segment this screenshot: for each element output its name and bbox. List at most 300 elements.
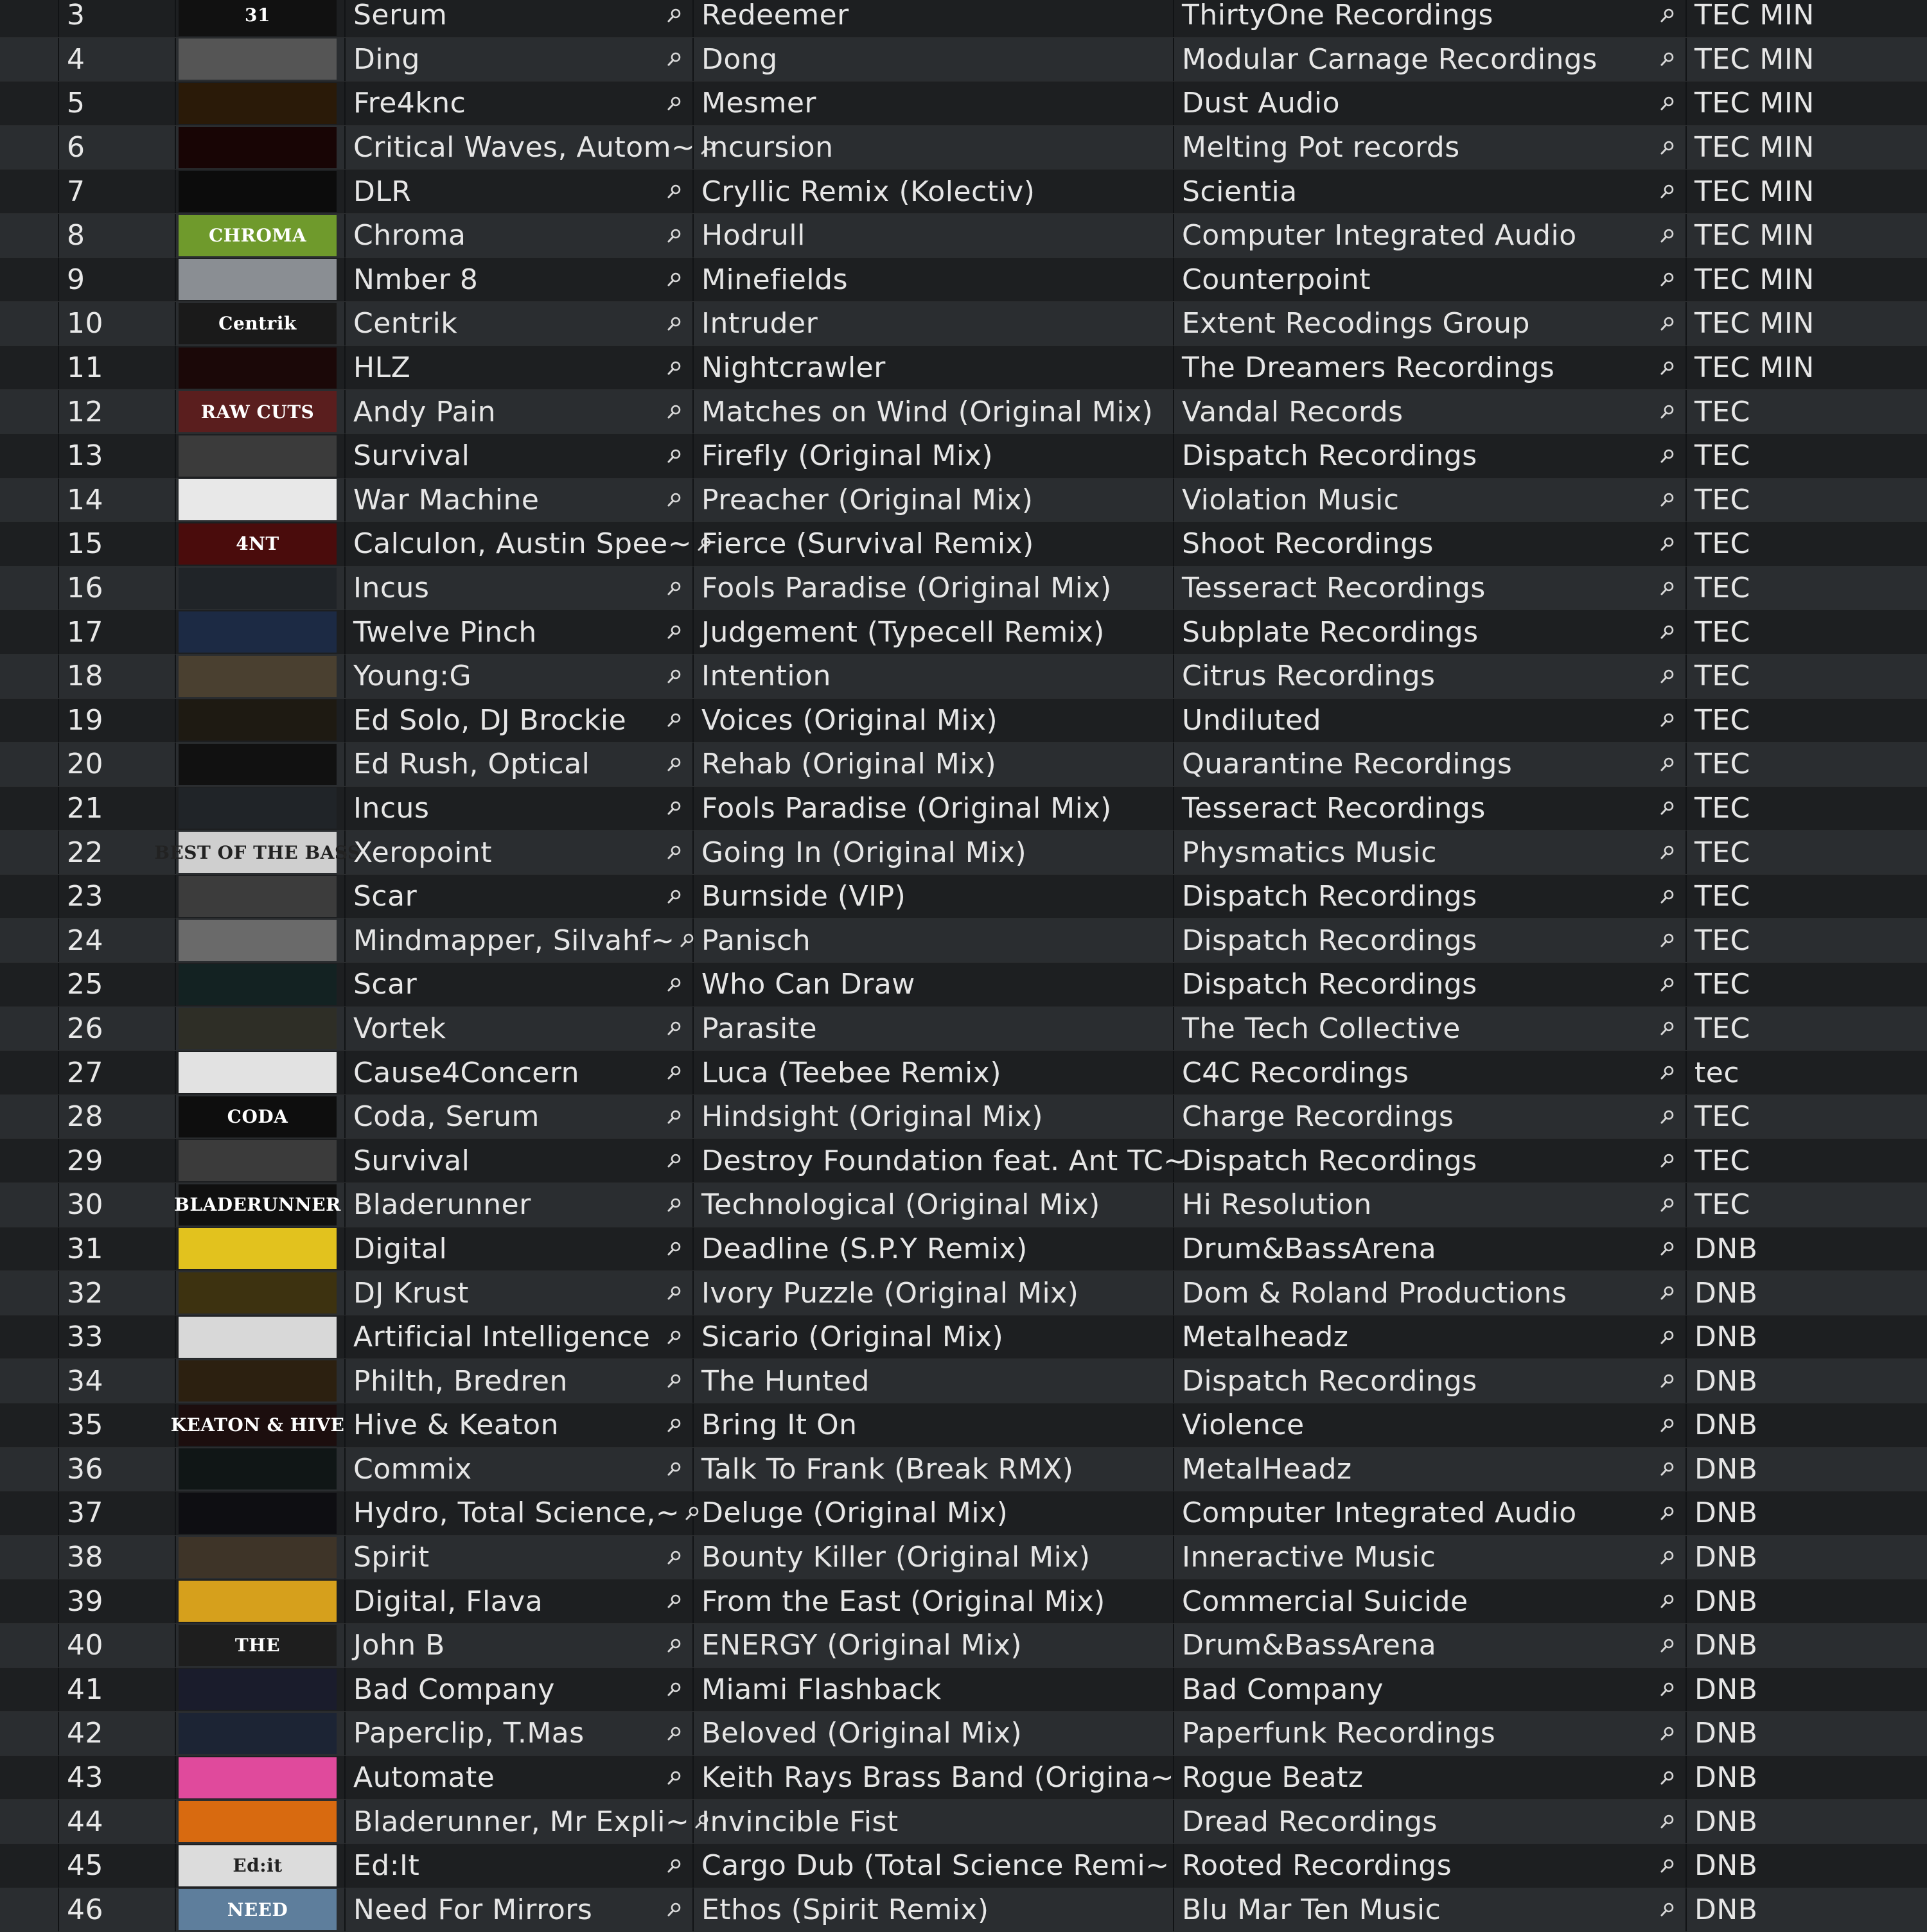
title-cell[interactable] [694, 126, 1174, 170]
track-row[interactable] [0, 38, 1927, 82]
title-cell[interactable] [694, 918, 1174, 962]
label-cell[interactable] [1174, 1359, 1687, 1403]
genre-cell[interactable] [1687, 1579, 1927, 1623]
genre-cell[interactable] [1687, 1007, 1927, 1051]
track-row[interactable] [0, 1756, 1927, 1800]
track-row[interactable] [0, 390, 1927, 434]
genre-cell[interactable] [1687, 1491, 1927, 1535]
artist-cell[interactable] [346, 1712, 694, 1755]
search-icon[interactable] [662, 310, 687, 338]
title-cell[interactable] [694, 434, 1174, 478]
label-cell[interactable] [1174, 522, 1687, 566]
artist-cell[interactable] [346, 0, 694, 37]
title-cell[interactable] [694, 1844, 1174, 1888]
genre-cell[interactable] [1687, 479, 1927, 522]
label-cell[interactable] [1174, 1800, 1687, 1843]
label-cell[interactable] [1174, 302, 1687, 346]
search-icon[interactable] [1655, 398, 1680, 426]
track-row[interactable] [0, 1095, 1927, 1139]
search-icon[interactable] [1655, 222, 1680, 250]
genre-cell[interactable] [1687, 1448, 1927, 1491]
label-cell[interactable] [1174, 1051, 1687, 1094]
artist-cell[interactable] [346, 742, 694, 786]
genre-cell[interactable] [1687, 1095, 1927, 1139]
label-cell[interactable] [1174, 0, 1687, 37]
genre-cell[interactable] [1687, 1536, 1927, 1579]
title-cell[interactable] [694, 1491, 1174, 1535]
artist-cell[interactable] [346, 214, 694, 258]
artist-cell[interactable] [346, 1095, 694, 1139]
search-icon[interactable] [1655, 442, 1680, 470]
label-cell[interactable] [1174, 1403, 1687, 1447]
genre-cell[interactable] [1687, 1227, 1927, 1271]
title-cell[interactable] [694, 610, 1174, 654]
genre-cell[interactable] [1687, 1315, 1927, 1359]
artist-cell[interactable] [346, 1448, 694, 1491]
label-cell[interactable] [1174, 918, 1687, 962]
genre-cell[interactable] [1687, 1183, 1927, 1227]
search-icon[interactable] [662, 45, 687, 73]
search-icon[interactable] [1655, 618, 1680, 646]
genre-cell[interactable] [1687, 566, 1927, 610]
title-cell[interactable] [694, 1007, 1174, 1051]
search-icon[interactable] [662, 1058, 687, 1087]
title-cell[interactable] [694, 38, 1174, 82]
search-icon[interactable] [662, 1279, 687, 1307]
track-row[interactable] [0, 830, 1927, 875]
search-icon[interactable] [662, 1411, 687, 1439]
search-icon[interactable] [1655, 883, 1680, 911]
track-row[interactable] [0, 522, 1927, 566]
title-cell[interactable] [694, 742, 1174, 786]
search-icon[interactable] [662, 1852, 687, 1880]
search-icon[interactable] [662, 265, 687, 294]
title-cell[interactable] [694, 1359, 1174, 1403]
artist-cell[interactable] [346, 1579, 694, 1623]
track-row[interactable] [0, 566, 1927, 611]
title-cell[interactable] [694, 82, 1174, 125]
title-cell[interactable] [694, 0, 1174, 37]
genre-cell[interactable] [1687, 742, 1927, 786]
track-row[interactable] [0, 1491, 1927, 1536]
genre-cell[interactable] [1687, 522, 1927, 566]
search-icon[interactable] [1655, 177, 1680, 206]
track-row[interactable] [0, 918, 1927, 963]
track-row[interactable] [0, 1888, 1927, 1932]
track-row[interactable] [0, 654, 1927, 699]
label-cell[interactable] [1174, 1448, 1687, 1491]
title-cell[interactable] [694, 1668, 1174, 1712]
genre-cell[interactable] [1687, 0, 1927, 37]
artist-cell[interactable] [346, 1271, 694, 1315]
title-cell[interactable] [694, 1712, 1174, 1755]
search-icon[interactable] [662, 838, 687, 866]
genre-cell[interactable] [1687, 126, 1927, 170]
artist-cell[interactable] [346, 830, 694, 874]
label-cell[interactable] [1174, 787, 1687, 830]
artist-cell[interactable] [346, 875, 694, 918]
title-cell[interactable] [694, 1051, 1174, 1094]
search-icon[interactable] [662, 89, 687, 118]
title-cell[interactable] [694, 1403, 1174, 1447]
track-row[interactable] [0, 875, 1927, 919]
label-cell[interactable] [1174, 1668, 1687, 1712]
search-icon[interactable] [1655, 1234, 1680, 1263]
title-cell[interactable] [694, 346, 1174, 390]
title-cell[interactable] [694, 522, 1174, 566]
search-icon[interactable] [662, 1146, 687, 1175]
label-cell[interactable] [1174, 434, 1687, 478]
label-cell[interactable] [1174, 610, 1687, 654]
title-cell[interactable] [694, 654, 1174, 698]
genre-cell[interactable] [1687, 918, 1927, 962]
track-row[interactable] [0, 82, 1927, 126]
search-icon[interactable] [662, 1587, 687, 1615]
label-cell[interactable] [1174, 170, 1687, 213]
title-cell[interactable] [694, 699, 1174, 742]
title-cell[interactable] [694, 830, 1174, 874]
search-icon[interactable] [1655, 1014, 1680, 1042]
artist-cell[interactable] [346, 126, 694, 170]
search-icon[interactable] [662, 794, 687, 822]
track-row[interactable] [0, 1359, 1927, 1403]
track-row[interactable] [0, 214, 1927, 258]
search-icon[interactable] [1655, 45, 1680, 73]
artist-cell[interactable] [346, 522, 694, 566]
artist-cell[interactable] [346, 479, 694, 522]
label-cell[interactable] [1174, 1844, 1687, 1888]
search-icon[interactable] [1655, 574, 1680, 602]
genre-cell[interactable] [1687, 346, 1927, 390]
title-cell[interactable] [694, 875, 1174, 918]
label-cell[interactable] [1174, 390, 1687, 434]
label-cell[interactable] [1174, 126, 1687, 170]
search-icon[interactable] [662, 1764, 687, 1792]
search-icon[interactable] [1655, 970, 1680, 999]
artist-cell[interactable] [346, 1844, 694, 1888]
search-icon[interactable] [662, 662, 687, 690]
title-cell[interactable] [694, 1624, 1174, 1667]
search-icon[interactable] [662, 1014, 687, 1042]
title-cell[interactable] [694, 1227, 1174, 1271]
title-cell[interactable] [694, 258, 1174, 302]
genre-cell[interactable] [1687, 258, 1927, 302]
label-cell[interactable] [1174, 1712, 1687, 1755]
search-icon[interactable] [1655, 1852, 1680, 1880]
title-cell[interactable] [694, 479, 1174, 522]
artist-cell[interactable] [346, 1536, 694, 1579]
track-row[interactable] [0, 1624, 1927, 1668]
artist-cell[interactable] [346, 258, 694, 302]
label-cell[interactable] [1174, 699, 1687, 742]
search-icon[interactable] [1655, 1279, 1680, 1307]
search-icon[interactable] [662, 1631, 687, 1660]
track-row[interactable] [0, 126, 1927, 170]
search-icon[interactable] [662, 486, 687, 514]
track-row[interactable] [0, 787, 1927, 831]
genre-cell[interactable] [1687, 830, 1927, 874]
search-icon[interactable] [662, 1895, 687, 1924]
label-cell[interactable] [1174, 1491, 1687, 1535]
artist-cell[interactable] [346, 1183, 694, 1227]
track-row[interactable] [0, 258, 1927, 303]
title-cell[interactable] [694, 1536, 1174, 1579]
genre-cell[interactable] [1687, 1271, 1927, 1315]
artist-cell[interactable] [346, 699, 694, 742]
search-icon[interactable] [662, 1103, 687, 1131]
artist-cell[interactable] [346, 1051, 694, 1094]
title-cell[interactable] [694, 1271, 1174, 1315]
search-icon[interactable] [1655, 89, 1680, 118]
label-cell[interactable] [1174, 479, 1687, 522]
track-row[interactable] [0, 1183, 1927, 1227]
track-row[interactable] [0, 479, 1927, 523]
artist-cell[interactable] [346, 566, 694, 610]
title-cell[interactable] [694, 390, 1174, 434]
label-cell[interactable] [1174, 82, 1687, 125]
artist-cell[interactable] [346, 1888, 694, 1932]
genre-cell[interactable] [1687, 1403, 1927, 1447]
search-icon[interactable] [662, 1543, 687, 1572]
title-cell[interactable] [694, 1756, 1174, 1800]
search-icon[interactable] [662, 1323, 687, 1351]
label-cell[interactable] [1174, 654, 1687, 698]
label-cell[interactable] [1174, 1624, 1687, 1667]
search-icon[interactable] [662, 1719, 687, 1748]
track-row[interactable] [0, 0, 1927, 38]
label-cell[interactable] [1174, 566, 1687, 610]
artist-cell[interactable] [346, 610, 694, 654]
track-row[interactable] [0, 1139, 1927, 1183]
artist-cell[interactable] [346, 1624, 694, 1667]
search-icon[interactable] [1655, 1719, 1680, 1748]
track-row[interactable] [0, 302, 1927, 346]
genre-cell[interactable] [1687, 1139, 1927, 1182]
track-row[interactable] [0, 1271, 1927, 1315]
search-icon[interactable] [1655, 706, 1680, 734]
search-icon[interactable] [662, 1675, 687, 1703]
track-row[interactable] [0, 1007, 1927, 1051]
genre-cell[interactable] [1687, 787, 1927, 830]
search-icon[interactable] [1655, 1058, 1680, 1087]
genre-cell[interactable] [1687, 699, 1927, 742]
title-cell[interactable] [694, 1579, 1174, 1623]
track-row[interactable] [0, 1227, 1927, 1272]
label-cell[interactable] [1174, 1095, 1687, 1139]
search-icon[interactable] [1655, 486, 1680, 514]
artist-cell[interactable] [346, 1227, 694, 1271]
genre-cell[interactable] [1687, 1888, 1927, 1932]
genre-cell[interactable] [1687, 1800, 1927, 1843]
label-cell[interactable] [1174, 1888, 1687, 1932]
artist-cell[interactable] [346, 82, 694, 125]
title-cell[interactable] [694, 1448, 1174, 1491]
genre-cell[interactable] [1687, 1756, 1927, 1800]
title-cell[interactable] [694, 566, 1174, 610]
label-cell[interactable] [1174, 1007, 1687, 1051]
search-icon[interactable] [1655, 1146, 1680, 1175]
search-icon[interactable] [662, 750, 687, 778]
search-icon[interactable] [1655, 1103, 1680, 1131]
track-row[interactable] [0, 1536, 1927, 1580]
genre-cell[interactable] [1687, 38, 1927, 82]
label-cell[interactable] [1174, 1315, 1687, 1359]
search-icon[interactable] [1655, 530, 1680, 558]
search-icon[interactable] [1655, 1631, 1680, 1660]
search-icon[interactable] [1655, 310, 1680, 338]
genre-cell[interactable] [1687, 214, 1927, 258]
genre-cell[interactable] [1687, 1712, 1927, 1755]
track-row[interactable] [0, 742, 1927, 787]
label-cell[interactable] [1174, 830, 1687, 874]
track-row[interactable] [0, 1403, 1927, 1448]
search-icon[interactable] [1655, 838, 1680, 866]
genre-cell[interactable] [1687, 875, 1927, 918]
search-icon[interactable] [1655, 1587, 1680, 1615]
search-icon[interactable] [662, 1191, 687, 1219]
artist-cell[interactable] [346, 434, 694, 478]
title-cell[interactable] [694, 1888, 1174, 1932]
search-icon[interactable] [662, 442, 687, 470]
genre-cell[interactable] [1687, 1668, 1927, 1712]
search-icon[interactable] [1655, 1543, 1680, 1572]
search-icon[interactable] [1655, 1499, 1680, 1527]
search-icon[interactable] [1655, 1807, 1680, 1836]
track-row[interactable] [0, 610, 1927, 654]
track-row[interactable] [0, 963, 1927, 1007]
artist-cell[interactable] [346, 1668, 694, 1712]
artist-cell[interactable] [346, 346, 694, 390]
genre-cell[interactable] [1687, 1051, 1927, 1094]
title-cell[interactable] [694, 302, 1174, 346]
label-cell[interactable] [1174, 258, 1687, 302]
label-cell[interactable] [1174, 1139, 1687, 1182]
label-cell[interactable] [1174, 875, 1687, 918]
label-cell[interactable] [1174, 963, 1687, 1006]
search-icon[interactable] [1655, 750, 1680, 778]
artist-cell[interactable] [346, 918, 694, 962]
search-icon[interactable] [662, 222, 687, 250]
search-icon[interactable] [1655, 1411, 1680, 1439]
search-icon[interactable] [662, 354, 687, 382]
search-icon[interactable] [662, 1367, 687, 1395]
track-row[interactable] [0, 699, 1927, 743]
label-cell[interactable] [1174, 742, 1687, 786]
track-row[interactable] [0, 434, 1927, 479]
label-cell[interactable] [1174, 1183, 1687, 1227]
genre-cell[interactable] [1687, 82, 1927, 125]
search-icon[interactable] [662, 706, 687, 734]
search-icon[interactable] [1655, 1, 1680, 30]
track-row[interactable] [0, 1579, 1927, 1624]
title-cell[interactable] [694, 1800, 1174, 1843]
artist-cell[interactable] [346, 1315, 694, 1359]
label-cell[interactable] [1174, 214, 1687, 258]
artist-cell[interactable] [346, 787, 694, 830]
artist-cell[interactable] [346, 963, 694, 1006]
label-cell[interactable] [1174, 1579, 1687, 1623]
artist-cell[interactable] [346, 1491, 694, 1535]
artist-cell[interactable] [346, 1007, 694, 1051]
genre-cell[interactable] [1687, 390, 1927, 434]
genre-cell[interactable] [1687, 654, 1927, 698]
track-row[interactable] [0, 1448, 1927, 1492]
search-icon[interactable] [662, 883, 687, 911]
search-icon[interactable] [662, 1234, 687, 1263]
artist-cell[interactable] [346, 1139, 694, 1182]
artist-cell[interactable] [346, 390, 694, 434]
search-icon[interactable] [1655, 1895, 1680, 1924]
search-icon[interactable] [1655, 662, 1680, 690]
label-cell[interactable] [1174, 346, 1687, 390]
artist-cell[interactable] [346, 1756, 694, 1800]
artist-cell[interactable] [346, 302, 694, 346]
track-row[interactable] [0, 346, 1927, 391]
title-cell[interactable] [694, 963, 1174, 1006]
track-row[interactable] [0, 1800, 1927, 1844]
title-cell[interactable] [694, 214, 1174, 258]
search-icon[interactable] [662, 1455, 687, 1483]
search-icon[interactable] [1655, 926, 1680, 954]
search-icon[interactable] [662, 618, 687, 646]
title-cell[interactable] [694, 1315, 1174, 1359]
label-cell[interactable] [1174, 38, 1687, 82]
artist-cell[interactable] [346, 38, 694, 82]
artist-cell[interactable] [346, 1403, 694, 1447]
track-row[interactable] [0, 1051, 1927, 1095]
track-row[interactable] [0, 1844, 1927, 1888]
search-icon[interactable] [662, 970, 687, 999]
search-icon[interactable] [1655, 1191, 1680, 1219]
title-cell[interactable] [694, 170, 1174, 213]
search-icon[interactable] [662, 177, 687, 206]
genre-cell[interactable] [1687, 170, 1927, 213]
genre-cell[interactable] [1687, 1359, 1927, 1403]
track-row[interactable] [0, 170, 1927, 214]
genre-cell[interactable] [1687, 1624, 1927, 1667]
genre-cell[interactable] [1687, 434, 1927, 478]
search-icon[interactable] [1655, 134, 1680, 162]
genre-cell[interactable] [1687, 1844, 1927, 1888]
label-cell[interactable] [1174, 1271, 1687, 1315]
search-icon[interactable] [662, 1, 687, 30]
label-cell[interactable] [1174, 1536, 1687, 1579]
search-icon[interactable] [1655, 1455, 1680, 1483]
search-icon[interactable] [1655, 1675, 1680, 1703]
label-cell[interactable] [1174, 1227, 1687, 1271]
search-icon[interactable] [1655, 1367, 1680, 1395]
search-icon[interactable] [662, 574, 687, 602]
artist-cell[interactable] [346, 170, 694, 213]
genre-cell[interactable] [1687, 963, 1927, 1006]
search-icon[interactable] [1655, 1764, 1680, 1792]
search-icon[interactable] [1655, 794, 1680, 822]
artist-cell[interactable] [346, 1359, 694, 1403]
artist-cell[interactable] [346, 654, 694, 698]
title-cell[interactable] [694, 1183, 1174, 1227]
search-icon[interactable] [1655, 265, 1680, 294]
search-icon[interactable] [662, 398, 687, 426]
track-row[interactable] [0, 1315, 1927, 1360]
track-row[interactable] [0, 1712, 1927, 1756]
track-row[interactable] [0, 1668, 1927, 1712]
search-icon[interactable] [1655, 1323, 1680, 1351]
title-cell[interactable] [694, 1095, 1174, 1139]
title-cell[interactable] [694, 787, 1174, 830]
artist-cell[interactable] [346, 1800, 694, 1843]
label-cell[interactable] [1174, 1756, 1687, 1800]
genre-cell[interactable] [1687, 302, 1927, 346]
